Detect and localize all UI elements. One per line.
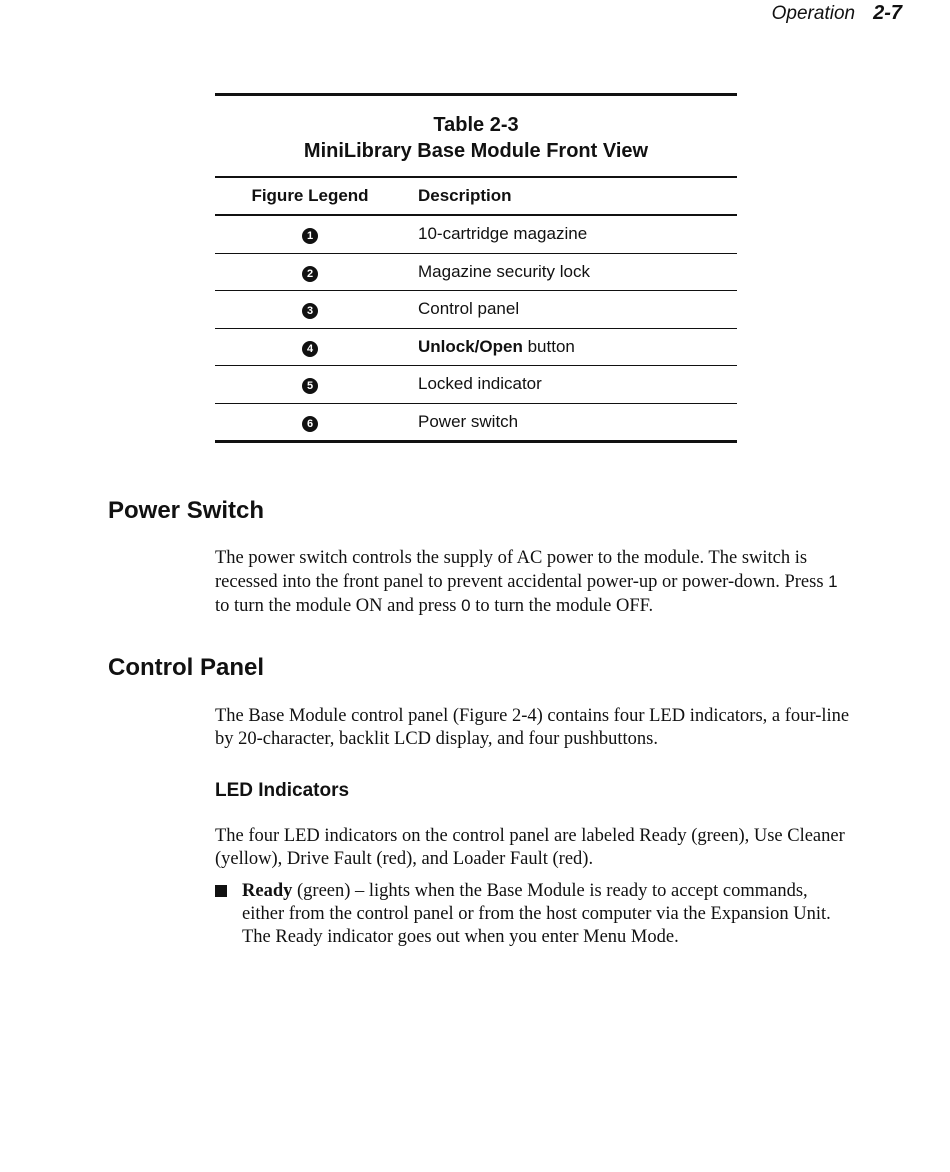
table-header-row [215,178,737,214]
power-switch-text-4: to turn the module OFF. [470,596,654,616]
heading-power-switch: Power Switch [108,497,265,524]
legend-number-icon: 4 [302,341,318,357]
column-header-description: Description [418,186,512,205]
power-switch-text-2: Press [784,572,829,592]
table-row [215,254,737,291]
row-description: Control panel [418,299,520,319]
legend-number-icon: 2 [302,266,318,282]
page-number: 2-7 [873,2,902,24]
row-description-suffix: button [522,336,575,356]
bullet-text [242,880,835,949]
power-switch-text: The power switch controls the supply of AC power to the module. The switch is recessed into the front panel to prevent accidental power-up or power-down. [215,548,808,592]
bullet-square-icon [215,885,227,897]
legend-table [215,93,737,443]
table-row [215,216,737,253]
row-description: Power switch [418,411,519,431]
heading-control-panel: Control Panel [108,654,265,681]
running-header [772,2,902,25]
row-description: Magazine security lock [418,261,590,281]
on-key: 1 [828,572,838,591]
power-switch-paragraph [215,547,855,618]
legend-number-icon: 5 [302,378,318,394]
table-title: Table 2-3 [433,114,519,136]
heading-led-indicators: LED Indicators [215,780,350,801]
legend-number-icon: 1 [302,228,318,244]
table-row [215,366,737,403]
table-bottom-rule [215,440,737,443]
table-row [215,329,737,366]
table-row [215,404,737,441]
row-description: Locked indicator [418,374,542,394]
led-paragraph: The four LED indicators on the control panel are labeled Ready (green), Use Cleaner (yellow), Drive Fault (red), and Loader Fault (red). [215,826,845,869]
off-key: 0 [461,596,471,615]
table-subtitle: MiniLibrary Base Module Front View [303,140,649,162]
legend-number-icon: 3 [302,303,318,319]
column-header-legend: Figure Legend [251,186,369,205]
legend-number-icon: 6 [302,416,318,432]
bullet-lead: Ready [242,881,293,901]
button-name: Unlock/Open [418,336,523,356]
row-description [405,337,575,357]
list-item [215,880,835,949]
bullet-body: (green) – lights when the Base Module is ready to accept commands, either from the control panel or from the host computer via the Expansion Unit. The Ready indicator goes out when you enter Menu Mode. [242,881,831,947]
power-switch-text-3: to turn the module ON and press [215,596,462,616]
row-description: 10-cartridge magazine [418,224,588,244]
control-panel-paragraph: The Base Module control panel (Figure 2-4) contains four LED indicators, a four-line by 20-character, backlit LCD display, and four pushbuttons. [215,706,850,749]
section-title: Operation [771,3,856,24]
table-caption [215,96,737,176]
table-row [215,291,737,328]
